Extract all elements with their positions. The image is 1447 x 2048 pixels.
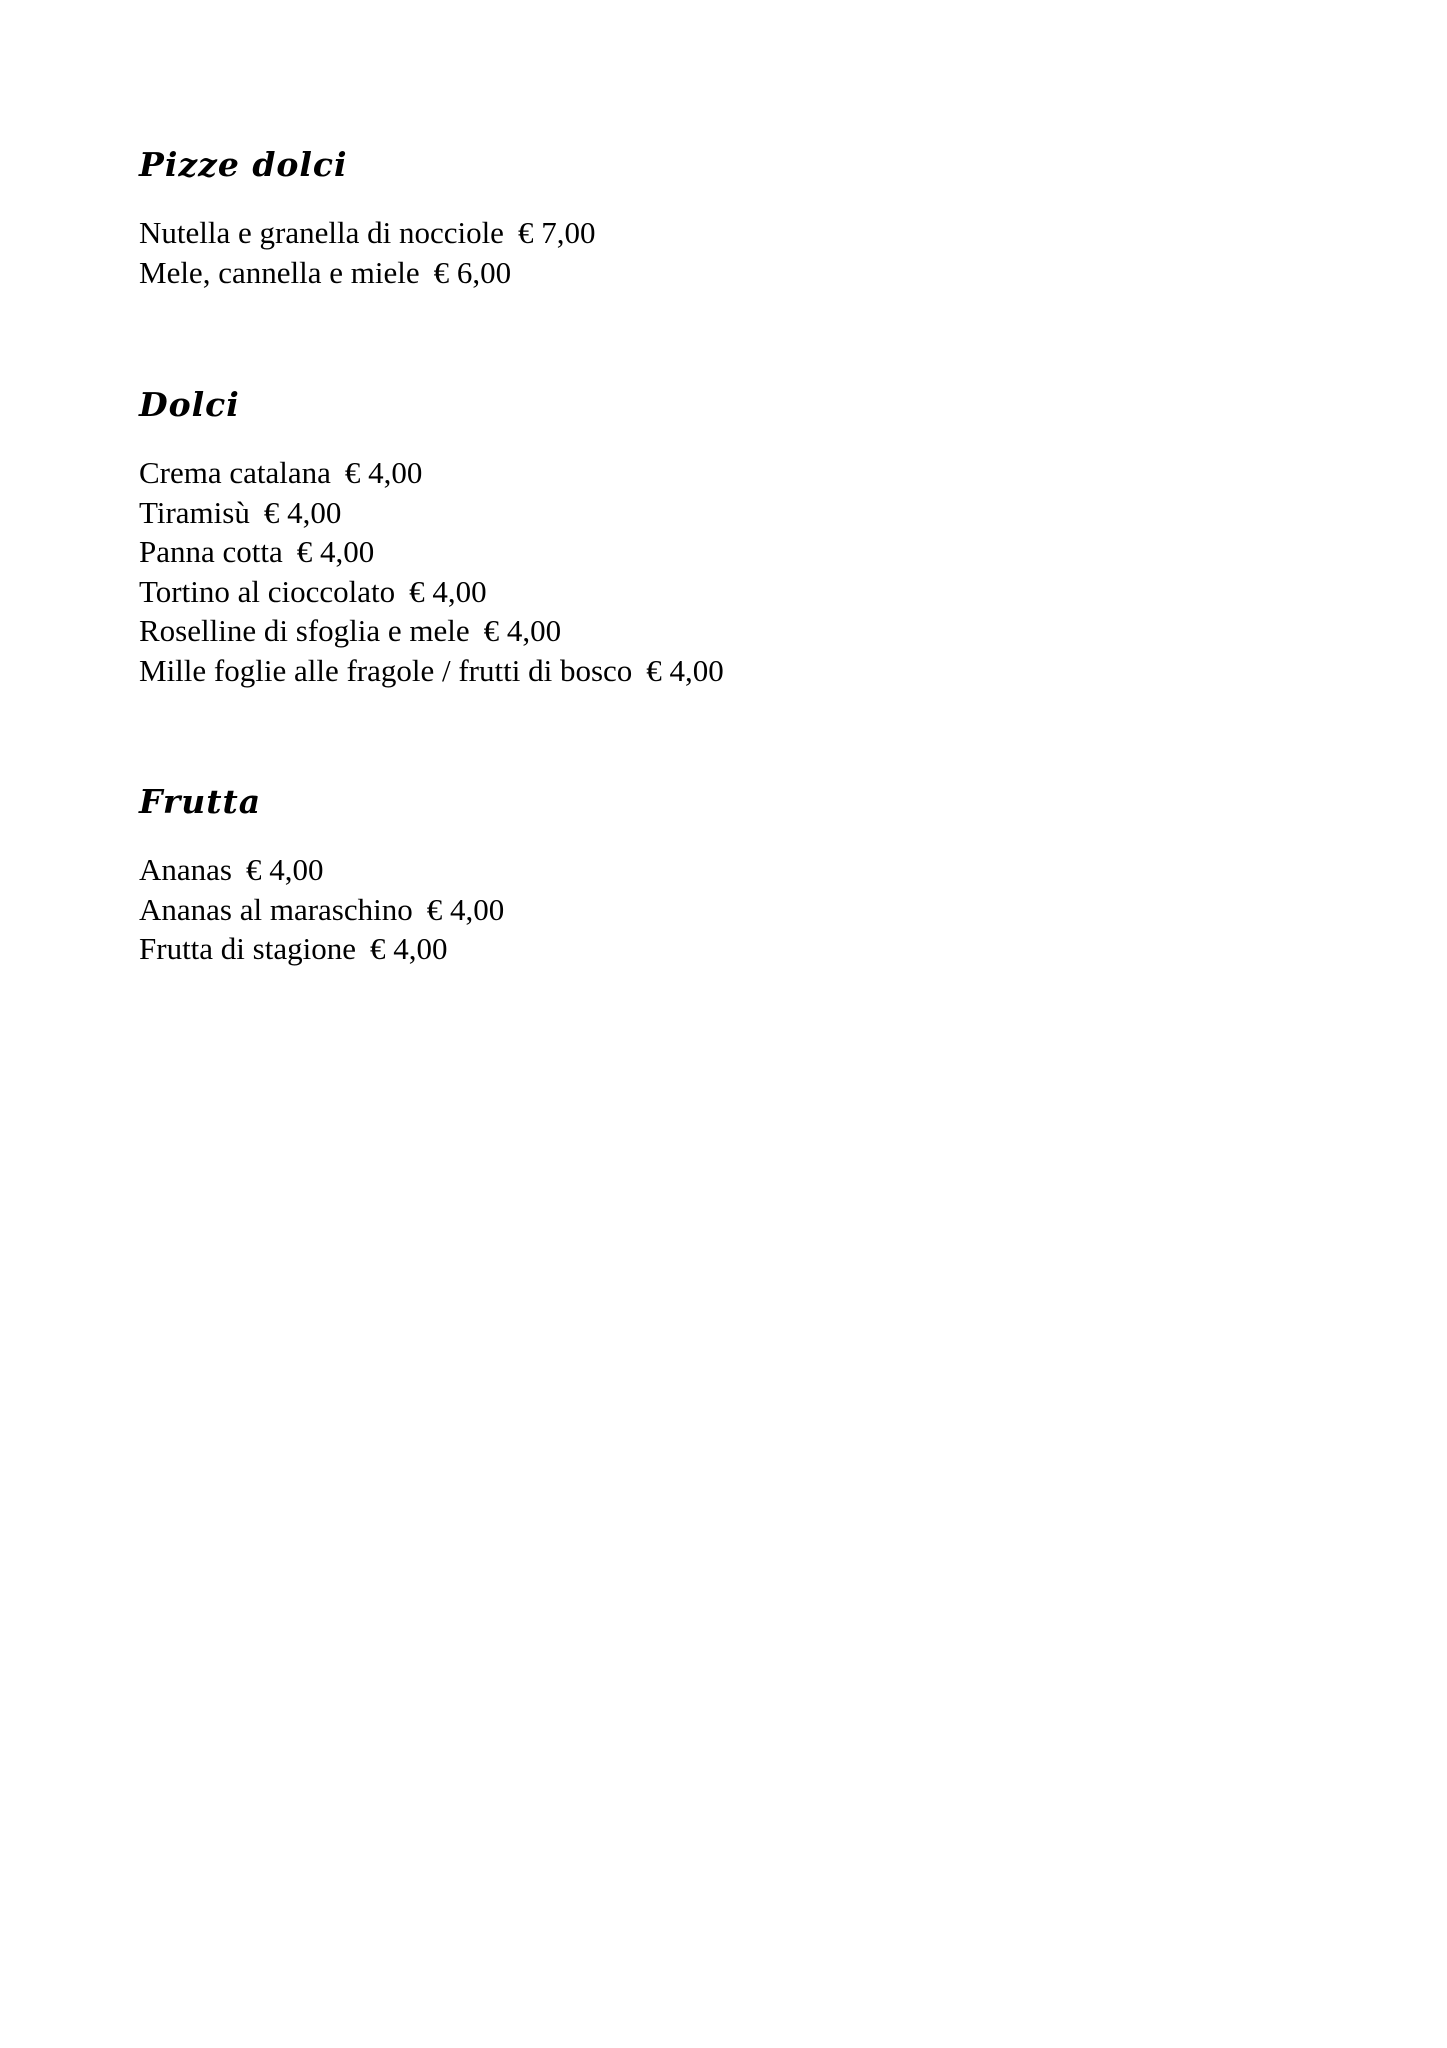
- item-price: € 4,00: [263, 494, 342, 530]
- item-price: € 6,00: [433, 254, 512, 290]
- section-title: Pizze dolci: [139, 145, 348, 184]
- section-pizze-dolci: [139, 140, 1239, 292]
- item-name: Tortino al cioccolato: [139, 573, 396, 609]
- item-name: Panna cotta: [139, 534, 283, 569]
- menu-item: [139, 611, 1239, 651]
- menu-item: [139, 532, 1239, 572]
- menu-item: [139, 572, 1239, 612]
- section-title: Dolci: [139, 385, 240, 424]
- item-price: € 7,00: [517, 215, 596, 250]
- item-name: Crema catalana: [139, 455, 331, 490]
- menu-item: [139, 213, 1239, 253]
- menu-item: [139, 929, 1239, 969]
- menu-item: [139, 651, 1239, 691]
- item-name: Ananas: [139, 852, 232, 887]
- menu-item: [139, 850, 1239, 890]
- item-name: Nutella e granella di nocciole: [139, 215, 504, 250]
- menu-item: [139, 493, 1239, 533]
- section-frutta: [139, 777, 1239, 969]
- item-list: [139, 213, 1239, 292]
- item-list: [139, 453, 1239, 690]
- item-price: € 4,00: [483, 613, 562, 648]
- item-name: Tiramisù: [139, 494, 250, 530]
- section-title: Frutta: [139, 782, 262, 821]
- item-name: Frutta di stagione: [139, 931, 356, 966]
- item-price: € 4,00: [426, 891, 505, 927]
- item-price: € 4,00: [245, 852, 324, 887]
- menu-item: [139, 453, 1239, 493]
- item-price: € 4,00: [296, 534, 375, 569]
- item-price: € 4,00: [409, 573, 487, 609]
- menu-item: [139, 890, 1239, 930]
- item-price: € 4,00: [344, 455, 423, 490]
- item-name: Roselline di sfoglia e mele: [139, 613, 470, 648]
- item-name: Mele, cannella e miele: [139, 254, 420, 290]
- menu-item: [139, 253, 1239, 293]
- item-name: Mille foglie alle fragole / frutti di bosco: [139, 652, 633, 688]
- section-dolci: [139, 380, 1239, 690]
- item-list: [139, 850, 1239, 969]
- item-name: Ananas al maraschino: [139, 891, 413, 927]
- item-price: € 4,00: [646, 652, 724, 688]
- item-price: € 4,00: [369, 931, 448, 966]
